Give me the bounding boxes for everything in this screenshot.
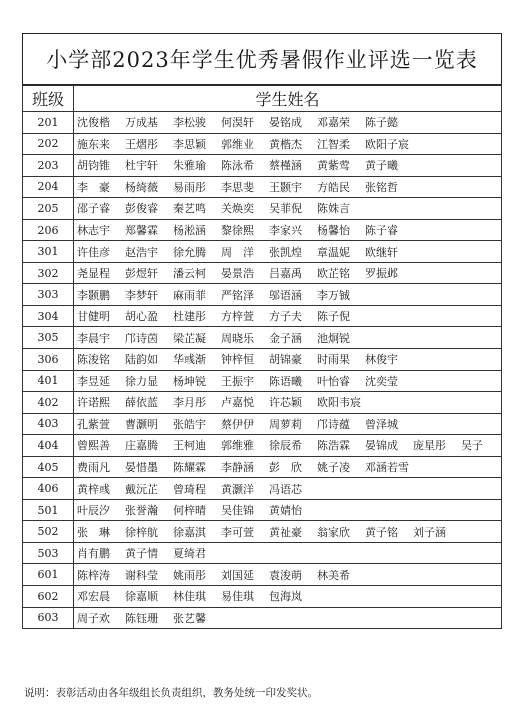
award-sheet — [22, 33, 502, 629]
student-name: 时雨果 — [317, 353, 350, 367]
student-name: 晏惜墨 — [125, 461, 158, 475]
student-name: 潘云柯 — [173, 267, 206, 281]
table-header-row — [23, 86, 502, 112]
names-cell — [74, 607, 502, 629]
student-name: 李月彤 — [173, 396, 206, 410]
student-name: 曾琦程 — [173, 482, 206, 496]
student-name: 包海岚 — [269, 590, 302, 604]
student-name: 庞星彤 — [413, 439, 446, 453]
student-name: 李梦轩 — [125, 288, 158, 302]
student-name: 张凯煌 — [269, 245, 302, 259]
student-name: 胡心盈 — [125, 310, 158, 324]
class-cell: 402 — [23, 392, 74, 414]
class-cell: 301 — [23, 241, 74, 263]
student-name: 李昱延 — [77, 374, 110, 388]
student-name: 陈子睿 — [365, 224, 398, 237]
names-cell — [74, 305, 502, 327]
student-name: 刘子涵 — [413, 525, 446, 539]
student-name: 李思斐 — [221, 180, 254, 194]
class-cell: 406 — [23, 478, 74, 500]
class-cell: 306 — [23, 349, 74, 371]
class-cell: 304 — [23, 305, 74, 327]
grade-header: 班级 — [23, 86, 74, 112]
student-name: 陈耀霖 — [173, 461, 206, 475]
student-name: 欧继轩 — [365, 245, 398, 259]
student-name: 李可萱 — [221, 525, 254, 539]
student-name: 胡锦豪 — [269, 353, 302, 367]
student-name: 沈俊楷 — [77, 116, 110, 130]
student-name: 蔡槿涵 — [269, 159, 302, 173]
student-name: 晏景浩 — [221, 267, 254, 281]
names-cell — [74, 435, 502, 457]
table-row — [23, 133, 502, 155]
student-name: 李晨宇 — [77, 331, 110, 345]
student-name: 戴沅芷 — [125, 482, 158, 496]
names-cell — [74, 564, 502, 586]
student-name: 徐嘉淇 — [173, 525, 206, 539]
names-cell — [74, 478, 502, 500]
student-name: 许佳彦 — [77, 245, 110, 259]
student-name: 欧阳子宸 — [365, 137, 409, 151]
names-cell — [74, 370, 502, 392]
student-name: 晏铭成 — [269, 116, 302, 130]
names-cell — [74, 155, 502, 177]
sheet-title: 小学部2023年学生优秀暑假作业评选一览表 — [22, 33, 502, 85]
student-name: 王振宇 — [221, 374, 254, 388]
student-name: 冯语芯 — [269, 482, 302, 496]
student-name: 蔡伊伊 — [221, 417, 254, 431]
table-row — [23, 607, 502, 629]
student-name: 徐允腾 — [173, 245, 206, 259]
table-row — [23, 155, 502, 177]
student-name: 金子涵 — [269, 331, 302, 345]
names-cell — [74, 133, 502, 155]
student-name: 卢嘉悦 — [221, 396, 254, 410]
student-name: 徐嘉顺 — [125, 590, 158, 604]
student-name: 林俊宇 — [365, 353, 398, 367]
student-name: 周子欢 — [77, 611, 110, 625]
names-cell — [74, 499, 502, 521]
names-header: 学生姓名 — [74, 86, 502, 112]
table-row — [23, 112, 502, 134]
names-cell — [74, 327, 502, 349]
student-name: 张誉瀚 — [125, 504, 158, 518]
student-name: 姚雨彤 — [173, 568, 206, 582]
student-name: 李 豪 — [77, 180, 110, 194]
student-name: 秦艺鸣 — [173, 202, 206, 216]
student-name: 陈语曦 — [269, 374, 302, 388]
student-name: 何淏轩 — [221, 116, 254, 130]
student-name: 姚子凌 — [317, 461, 350, 475]
student-name: 章温妮 — [317, 245, 350, 259]
table-row — [23, 521, 502, 543]
student-name: 黄婧怡 — [269, 504, 302, 518]
student-name: 罗振邺 — [365, 267, 398, 281]
student-name: 张 琳 — [77, 525, 110, 539]
student-name: 徐辰希 — [269, 439, 302, 453]
table-row — [23, 262, 502, 284]
table-row — [23, 305, 502, 327]
student-name: 黄子铭 — [365, 525, 398, 539]
table-row — [23, 564, 502, 586]
student-name: 甘健明 — [77, 310, 110, 324]
student-name: 周 洋 — [221, 245, 254, 259]
student-name: 陈子倪 — [317, 310, 350, 324]
student-name: 彭 欣 — [269, 461, 302, 475]
student-name: 张艺馨 — [173, 611, 206, 625]
table-row — [23, 413, 502, 435]
student-name: 吴子 — [461, 439, 483, 453]
student-name: 张铭哲 — [365, 180, 398, 194]
student-name: 肖有鹏 — [77, 547, 110, 561]
student-name: 陈钰珊 — [125, 611, 158, 625]
names-cell — [74, 413, 502, 435]
names-cell — [74, 241, 502, 263]
student-name: 邝诗茵 — [125, 331, 158, 345]
student-name: 吕嘉禹 — [269, 267, 302, 281]
student-name: 李松骏 — [173, 116, 206, 130]
student-name: 黎徐熙 — [221, 224, 254, 237]
student-name: 易佳琪 — [221, 590, 254, 604]
student-name: 许诺熙 — [77, 396, 110, 410]
student-name: 黄紫莺 — [317, 159, 350, 173]
student-name: 麻雨菲 — [173, 288, 206, 302]
student-name: 朱雅瑜 — [173, 159, 206, 173]
class-cell: 205 — [23, 198, 74, 220]
class-cell: 303 — [23, 284, 74, 306]
student-name: 方梓萱 — [221, 310, 254, 324]
student-name: 陈姝言 — [317, 202, 350, 216]
student-name: 庄嘉腾 — [125, 439, 158, 453]
table-body — [23, 112, 502, 629]
student-name: 严铭泽 — [221, 288, 254, 302]
student-name: 胡钧锥 — [77, 159, 110, 173]
class-cell: 401 — [23, 370, 74, 392]
student-name: 邓嘉荣 — [317, 116, 350, 130]
student-name: 杨绮薇 — [125, 180, 158, 194]
student-name: 李万铖 — [317, 288, 350, 302]
student-name: 华彧渐 — [173, 353, 206, 367]
table-row — [23, 284, 502, 306]
student-name: 曹灏明 — [125, 417, 158, 431]
student-name: 曾熙善 — [77, 439, 110, 453]
names-cell — [74, 262, 502, 284]
student-name: 王熠彤 — [125, 137, 158, 151]
table-row — [23, 392, 502, 414]
student-name: 张皓宇 — [173, 417, 206, 431]
student-name: 黄子情 — [125, 547, 158, 561]
class-cell: 601 — [23, 564, 74, 586]
student-name: 万成基 — [125, 116, 158, 130]
student-name: 方子夫 — [269, 310, 302, 324]
student-name: 杨馨怡 — [317, 224, 350, 237]
student-name: 邝诗蕴 — [317, 417, 350, 431]
class-cell: 503 — [23, 542, 74, 564]
class-cell: 302 — [23, 262, 74, 284]
student-name: 林美希 — [317, 568, 350, 582]
class-cell: 203 — [23, 155, 74, 177]
student-name: 王颢宇 — [269, 180, 302, 194]
student-name: 吴佳锦 — [221, 504, 254, 518]
student-name: 李思颖 — [173, 137, 206, 151]
student-name: 陈泳希 — [221, 159, 254, 173]
student-name: 欧阳韦宸 — [317, 396, 361, 410]
names-cell — [74, 349, 502, 371]
table-row — [23, 370, 502, 392]
class-cell: 602 — [23, 586, 74, 608]
student-name: 王柯迪 — [173, 439, 206, 453]
class-cell: 204 — [23, 176, 74, 198]
student-name: 刘国延 — [221, 568, 254, 582]
student-name: 叶辰汐 — [77, 504, 110, 518]
student-name: 陈子懿 — [365, 116, 398, 130]
table-row — [23, 542, 502, 564]
names-cell — [74, 521, 502, 543]
class-cell: 403 — [23, 413, 74, 435]
class-cell: 502 — [23, 521, 74, 543]
student-name: 黄子曦 — [365, 159, 398, 173]
names-cell — [74, 176, 502, 198]
student-name: 谢科莹 — [125, 568, 158, 582]
class-cell: 206 — [23, 219, 74, 241]
footer-note: 说明：表彰活动由各年级组长负责组织，教务处统一印发奖状。 — [24, 687, 318, 699]
student-name: 曾泽城 — [365, 417, 398, 431]
table-row — [23, 198, 502, 220]
class-cell: 305 — [23, 327, 74, 349]
student-name: 费雨凡 — [77, 461, 110, 475]
table-row — [23, 499, 502, 521]
student-name: 邓宏晨 — [77, 590, 110, 604]
student-name: 徐力显 — [125, 374, 158, 388]
student-name: 孔紫萱 — [77, 417, 110, 431]
student-name: 欧芷铭 — [317, 267, 350, 281]
names-cell — [74, 392, 502, 414]
student-table — [22, 85, 502, 629]
class-cell: 202 — [23, 133, 74, 155]
class-cell: 404 — [23, 435, 74, 457]
table-row — [23, 241, 502, 263]
student-name: 梁芷凝 — [173, 331, 206, 345]
names-cell — [74, 542, 502, 564]
names-cell — [74, 456, 502, 478]
class-cell: 201 — [23, 112, 74, 134]
student-name: 许芯颖 — [269, 396, 302, 410]
names-cell — [74, 112, 502, 134]
student-name: 彭煜轩 — [125, 267, 158, 281]
student-name: 李家兴 — [269, 224, 302, 237]
student-name: 邵子睿 — [77, 202, 110, 216]
student-name: 李静涵 — [221, 461, 254, 475]
student-name: 施东来 — [77, 137, 110, 151]
student-name: 沈奕莹 — [365, 374, 398, 388]
student-name: 江智柔 — [317, 137, 350, 151]
student-name: 林志宇 — [77, 224, 110, 237]
student-name: 陈梓涛 — [77, 568, 110, 582]
names-cell — [74, 219, 502, 241]
student-name: 邓涵若雪 — [365, 461, 409, 475]
student-name: 郑馨霖 — [125, 224, 158, 237]
student-name: 易雨彤 — [173, 180, 206, 194]
student-name: 袁浚萌 — [269, 568, 302, 582]
student-name: 周晓乐 — [221, 331, 254, 345]
student-name: 郭维雅 — [221, 439, 254, 453]
student-name: 杜宇轩 — [125, 159, 158, 173]
student-name: 方皓民 — [317, 180, 350, 194]
student-name: 杨淞涵 — [173, 224, 206, 237]
student-name: 翁家欣 — [317, 525, 350, 539]
student-name: 杜建彤 — [173, 310, 206, 324]
student-name: 郭维业 — [221, 137, 254, 151]
student-name: 杨坤锐 — [173, 374, 206, 388]
student-name: 黄楷杰 — [269, 137, 302, 151]
names-cell — [74, 284, 502, 306]
student-name: 关焕奕 — [221, 202, 254, 216]
student-name: 吴菲倪 — [269, 202, 302, 216]
table-row — [23, 586, 502, 608]
table-row — [23, 176, 502, 198]
table-row — [23, 435, 502, 457]
names-cell — [74, 198, 502, 220]
student-name: 周萝莉 — [269, 417, 302, 431]
table-row — [23, 349, 502, 371]
student-name: 夏绮君 — [173, 547, 206, 561]
table-row — [23, 478, 502, 500]
student-name: 赵浩宇 — [125, 245, 158, 259]
student-name: 邬语涵 — [269, 288, 302, 302]
student-name: 陈浩霖 — [317, 439, 350, 453]
table-row — [23, 327, 502, 349]
student-name: 尧显程 — [77, 267, 110, 281]
names-cell — [74, 586, 502, 608]
student-name: 黄祉豪 — [269, 525, 302, 539]
student-name: 陈浚铭 — [77, 353, 110, 367]
student-name: 叶怡睿 — [317, 374, 350, 388]
student-name: 林佳琪 — [173, 590, 206, 604]
student-name: 何梓晴 — [173, 504, 206, 518]
student-name: 薛依蓝 — [125, 396, 158, 410]
student-name: 徐梓航 — [125, 525, 158, 539]
student-name: 陆韵如 — [125, 353, 158, 367]
class-cell: 603 — [23, 607, 74, 629]
table-row — [23, 456, 502, 478]
student-name: 黄梓彧 — [77, 482, 110, 496]
student-name: 彭俊睿 — [125, 202, 158, 216]
student-name: 李颢鹏 — [77, 288, 110, 302]
student-name: 黄灏洋 — [221, 482, 254, 496]
class-cell: 501 — [23, 499, 74, 521]
student-name: 晏锦成 — [365, 439, 398, 453]
class-cell: 405 — [23, 456, 74, 478]
table-row — [23, 219, 502, 241]
student-name: 池炯锐 — [317, 331, 350, 345]
student-name: 钟梓恒 — [221, 353, 254, 367]
